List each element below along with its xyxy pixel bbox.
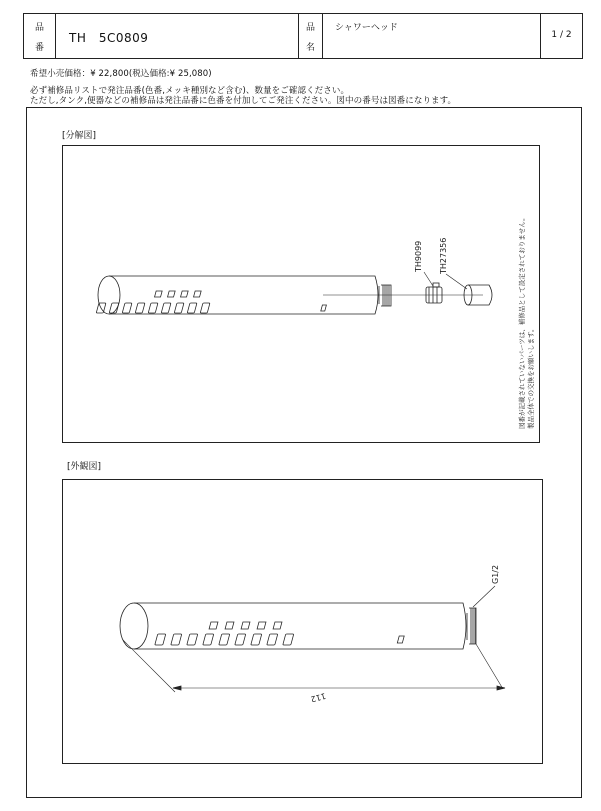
thread-label: G1/2 [491,564,500,584]
hin-label-cell [24,14,56,58]
notice-line-1: 必ず補修品リストで発注品番(色番,メッキ種別など含む)、数量をご確認ください。 [30,86,350,96]
exploded-view-title: [分解図] [62,131,97,141]
part-label-th27356: TH27356 [439,237,448,274]
product-name: シャワーヘッド [335,23,398,33]
page-cell [541,14,582,58]
parts-note-line-2: 製品全体での交換をお願いします。 [527,325,535,429]
part-number: TH 5C0809 [69,31,149,45]
header-table [23,13,583,59]
exploded-view-panel [62,145,540,443]
exterior-view-title: [外観図] [67,462,102,472]
mei-label-cell [299,14,323,58]
notice-line-2: ただし,タンク,便器などの補修品は発注品番に色番を付加してご発注ください。図中の番号は図番になります。 [30,96,457,106]
exterior-view-drawing [63,480,542,763]
product-name-cell [323,14,541,58]
length-label: 112 [309,691,327,704]
price-line: 希望小売価格：¥ 22,800(税込価格:¥ 25,080) [30,69,212,79]
mei-label-top: 品 [305,23,315,33]
part-number-cell [56,14,299,58]
page-number: 1 / 2 [551,30,572,40]
exterior-view-panel [62,479,543,764]
part-label-th9099: TH9099 [414,240,423,272]
mei-label-bottom: 名 [305,43,315,53]
hin-label-top: 品 [34,23,44,33]
exploded-view-drawing [63,146,539,442]
parts-note-line-1: 図番が記載されていないパーツは、補修品として設定されておりません。 [518,214,526,429]
hin-label-bottom: 番 [34,43,44,53]
